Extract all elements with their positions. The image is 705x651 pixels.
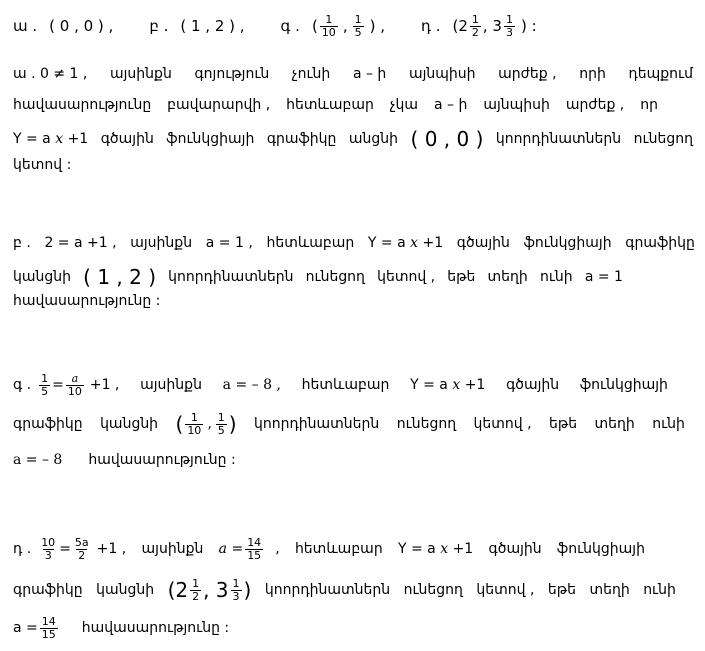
a-value: a = $\frac{14}{15}$ <box>13 615 56 641</box>
solution-a-line-3 <box>13 127 693 151</box>
text-segment: տեղի <box>589 582 630 599</box>
text-segment: a = 1 <box>584 269 623 285</box>
text-segment: հետևաբար <box>266 235 355 251</box>
text-segment: ունեցող <box>305 269 365 285</box>
text-segment: գոյություն <box>194 66 270 82</box>
formula-y: Y = a x +1 <box>13 131 89 147</box>
point-00: ( 0 , 0 ) <box>410 127 484 151</box>
text-segment: ունեցող <box>633 131 693 147</box>
text-segment: կետով , <box>377 269 436 285</box>
text-segment: կետով , <box>476 582 535 599</box>
option-c-open: ( <box>311 17 318 36</box>
text-segment: եթե <box>447 269 476 285</box>
text-segment: արժեք , <box>498 66 557 82</box>
options-line <box>13 14 537 38</box>
text-segment: այնպիսի <box>408 66 476 82</box>
solution-a-line-2 <box>13 97 658 113</box>
text-segment: կոորդինատներն <box>254 416 380 433</box>
text-segment: հետևաբար <box>301 377 390 394</box>
text-segment: այսինքն <box>141 541 204 558</box>
formula-y: Y = a x +1 <box>410 377 486 394</box>
text-segment: կանցնի <box>100 416 159 433</box>
text-segment: գրաֆիկը <box>266 131 337 147</box>
text-segment: տեղի <box>594 416 635 433</box>
text-segment: ֆունկցիայի <box>523 235 612 251</box>
option-d-mid: , 3 <box>482 17 502 36</box>
text-segment: հավասարությունը : <box>88 452 236 468</box>
text-segment: հետևաբար <box>286 97 374 113</box>
solution-d-line-3 <box>13 616 229 640</box>
option-a-label: ա . <box>13 17 38 36</box>
text-segment: կոորդինատներն <box>264 582 391 599</box>
text-segment: ա . 0 ≠ 1 , <box>13 66 88 82</box>
option-d-fraction-1: $\frac{1}{2}$ <box>471 13 479 39</box>
text-segment: որ <box>640 97 658 113</box>
a-value: a = – 8 <box>13 452 63 468</box>
point-c: ( $\frac{1}{10}$ , $\frac{1}{5}$ ) <box>175 411 237 437</box>
text-segment: գծային <box>456 235 510 251</box>
option-b-point: ( 1 , 2 ) , <box>180 17 245 36</box>
a-value: a = – 8 , <box>222 377 281 394</box>
text-segment: բ . <box>13 235 31 251</box>
text-segment: a – ի <box>352 66 387 82</box>
text-segment: գծային <box>506 377 560 394</box>
point-12: ( 1 , 2 ) <box>83 265 156 289</box>
text-segment: հավասարությունը : <box>13 293 161 309</box>
text-segment: դեպքում <box>628 66 693 82</box>
text-segment: կանցնի <box>96 582 155 599</box>
text-segment: բավարարվի , <box>167 97 271 113</box>
text-segment: գրաֆիկը <box>13 416 83 433</box>
text-segment: արժեք , <box>565 97 625 113</box>
solution-b-line-1 <box>13 235 695 251</box>
text-segment: այսինքն <box>140 377 202 394</box>
text-segment: ունի <box>539 269 573 285</box>
text-segment: գրաֆիկը <box>13 582 83 599</box>
text-segment: ունի <box>652 416 685 433</box>
text-segment: ունեցող <box>396 416 457 433</box>
text-segment: կետով , <box>473 416 532 433</box>
option-a-point: ( 0 , 0 ) , <box>49 17 114 36</box>
solution-c-line-3 <box>13 452 236 468</box>
option-c-sep: , <box>342 17 348 36</box>
text-segment: գծային <box>100 131 154 147</box>
text-segment: ֆունկցիայի <box>579 377 668 394</box>
text-segment: ունեցող <box>403 582 463 599</box>
text-segment: գծային <box>488 541 542 558</box>
text-segment: ունի <box>643 582 676 599</box>
text-segment: այսինքն <box>109 66 172 82</box>
text-segment: հավասարությունը <box>13 97 152 113</box>
equation-d: դ . $\frac{10}{3}$ = $\frac{5a}{2}$ +1 , <box>13 536 127 562</box>
text-segment: այնպիսի <box>483 97 550 113</box>
a-value: a = $\frac{14}{15}$ , <box>218 536 280 562</box>
solution-a-line-1 <box>13 66 693 82</box>
solution-d-line-2 <box>13 578 676 602</box>
text-segment: կոորդինատներն <box>168 269 294 285</box>
text-segment: չկա <box>389 97 419 113</box>
formula-y: Y = a x +1 <box>398 541 474 558</box>
option-c-fraction-1: $\frac{1}{10}$ <box>321 13 336 39</box>
solution-c-line-1 <box>13 373 668 397</box>
text-segment: կանցնի <box>13 269 71 285</box>
text-segment: տեղի <box>487 269 528 285</box>
text-segment: կոորդինատներն <box>495 131 622 147</box>
option-c-fraction-2: $\frac{1}{5}$ <box>354 13 362 39</box>
point-d: (2 $\frac{1}{2}$ , 3 $\frac{1}{3}$ ) <box>167 577 252 603</box>
option-c-label: գ . <box>280 17 300 36</box>
option-c-close: ) , <box>369 17 385 36</box>
text-segment: ֆունկցիայի <box>556 541 645 558</box>
text-segment: 2 = a +1 , <box>44 235 117 251</box>
text-segment: a = 1 , <box>205 235 253 251</box>
equation-c: գ . $\frac{1}{5}$ = $\frac{a}{10}$ +1 , <box>13 372 120 398</box>
solution-c-line-2 <box>13 412 685 436</box>
option-b-label: բ . <box>149 17 169 36</box>
text-segment: այսինքն <box>130 235 193 251</box>
text-segment: եթե <box>547 582 576 599</box>
option-d-fraction-2: $\frac{1}{3}$ <box>505 13 513 39</box>
solution-b-line-3 <box>13 293 160 309</box>
option-d-close: ) : <box>520 17 537 36</box>
text-segment: հավասարությունը : <box>81 620 230 637</box>
text-segment: ֆունկցիայի <box>166 131 255 147</box>
formula-y: Y = a x +1 <box>367 235 444 251</box>
text-segment: որի <box>579 66 606 82</box>
text-segment: հետևաբար <box>294 541 383 558</box>
text-segment: անցնի <box>348 131 399 147</box>
solution-a-line-4 <box>13 157 71 173</box>
text-segment: եթե <box>548 416 578 433</box>
solution-b-line-2 <box>13 265 623 289</box>
text-segment: a – ի <box>434 97 468 113</box>
text-segment: չունի <box>291 66 331 82</box>
option-d-open: (2 <box>452 17 468 36</box>
option-d-label: դ . <box>420 17 441 36</box>
text-segment: գրաֆիկը <box>625 235 695 251</box>
text-segment: կետով : <box>13 157 72 173</box>
solution-d-line-1 <box>13 537 645 561</box>
